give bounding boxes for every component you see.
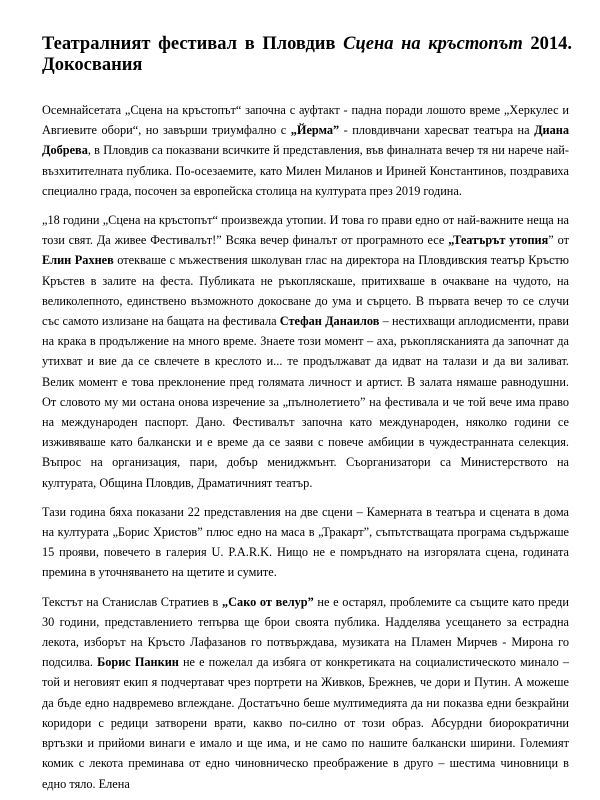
bold-text: Диана Добрева <box>42 123 569 158</box>
bold-text: Елин Рахнев <box>42 253 114 268</box>
text: „18 години „Сцена на кръстопът“ произвежда утопии. И това го прави едно от най-важните неща на този свят. Да живее Фестивалът!” Всяка вечер финалът от програмното есе <box>42 213 569 248</box>
text: - пловдивчани харесват театъра на <box>339 123 535 138</box>
article-body <box>42 100 569 800</box>
paragraph-2 <box>42 210 569 493</box>
text: , в Пловдив са показвани всичките й представления, във финалната вечер тя ни нарече най-възхитителната публика. По-осезаемите, като Милен Миланов и Ириней Константинов, поздравиха специално града, посочен за европейска столица на културата през 2019 година. <box>42 143 569 198</box>
paragraph-4 <box>42 592 569 794</box>
bold-text: „Сако от велур” <box>222 594 314 609</box>
text: – нестихващи аплодисменти, прави на крака в продължение на много време. Знаете този момент – аха, ръкоплясканията да започнат да утихват и вие да се свлечете в креслото и... те продължават да идват на талази и да ви заливат. Велик момент е това преклонение пред голямата личност и артист. В залата нямаше равнодушни. От словото му ми остана онова изречение за „пълнолетието” на фестивала и че той вече има право на международен паспорт. Дано. Фестивалът започна като международен, няколко години се изживяваше като балкански и е време да се заяви с повече амбиции в чуждестранната селекция. Въпрос на организация, пари, добър мениджмънт. Съорганизатори са Министерството на културата, Община Пловдив, Драматичният театър. <box>42 314 569 490</box>
title-text-end: 2014. Докосвания <box>42 34 572 75</box>
text: не е пожелал да избяга от конкретиката на социалистическото минало – той и неговият екип я подчертават чрез портрети на Живков, Брежнев, че дори и Путин. А можеше да бъде едно надвремево вглеждане. Достатъчно беше мултимедията да ни показва едни безкрайни коридори с редици затворени врати, какво по-силно от този образ. Абсурдни биорократични вртъзки и прийоми винаги е имало и ще има, и не само по нашите балкански ширини. Големият комик с лекота преминава от едно чиновническо преображение в друго – шестима чиновници в едно тяло. Елена <box>42 655 569 791</box>
article-title <box>42 34 572 76</box>
paragraph-3 <box>42 502 569 583</box>
text: не е остарял, проблемите са същите като преди 30 години, представлението тепърва ще брои своята публика. Надделява усещането за естрадна лекота, изборът на Кръсто Лафазанов го потвърждава, музиката на Пламен Мирчев - Мирона го подсилва. <box>42 594 569 670</box>
title-italic-text: Сцена на кръстопът <box>343 34 523 54</box>
bold-text: „Йерма” <box>290 123 340 138</box>
text: отекваше с мъжествения школуван глас на директора на Пловдивския театър Кръстю Кръстев в залите на феста. Публиката не ръкопляскаше, притихваше в очакване на чудото, на великолепното, единствено възможното докосване до ума и сърцето. В първата вечер то се случи със самото излизане на бащата на фестивала <box>42 253 569 329</box>
text: Текстът на Станислав Стратиев в <box>42 594 223 609</box>
bold-text: „Театърът утопия <box>448 233 549 248</box>
text: ” от <box>548 233 569 248</box>
paragraph-1 <box>42 100 569 201</box>
text: Осемнайсетата „Сцена на кръстопът“ започна с ауфтакт - падна поради лошото време „Херкулес и Авгиевите обори“, но завърши триумфално с <box>42 103 569 138</box>
title-text: Театралният фестивал в Пловдив <box>42 34 344 54</box>
text: Тази година бяха показани 22 представления на две сцени – Камерната в театъра и сцената в дома на културата „Борис Христов” плюс едно на маса в „Тракарт”, съпътстващата програма съдържаше 15 прояви, повечето в галерия U. P.A.R.K. Нищо не е помръднато на изгорялата сцена, годината премина в уточняването на щетите и сумите. <box>42 504 569 580</box>
bold-text: Стефан Данаилов <box>279 314 380 329</box>
bold-text: Борис Панкин <box>97 655 179 670</box>
